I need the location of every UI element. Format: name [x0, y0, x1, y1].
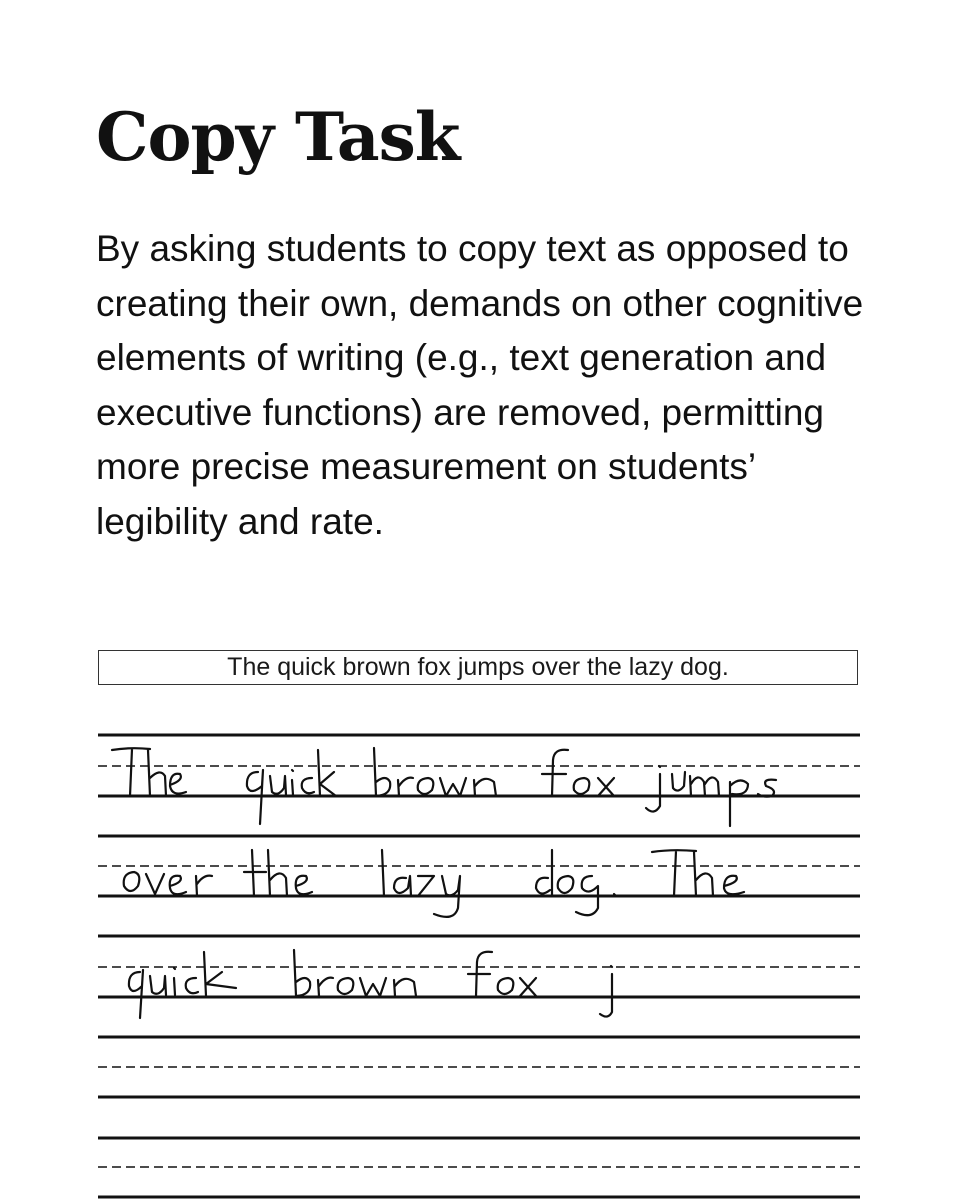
handwriting-practice-area — [0, 700, 960, 1200]
page-title: Copy Task — [96, 98, 460, 176]
intro-paragraph: By asking students to copy text as opposed to creating their own, demands on other cognitive elements of writing (e.g., text generation and executive functions) are removed, permitting more precise measurement on students’ legibility and rate. — [96, 228, 864, 542]
ruled-lines — [0, 700, 960, 1200]
handwriting-line-3 — [129, 950, 612, 1018]
prompt-sentence: The quick brown fox jumps over the lazy dog. — [227, 653, 729, 681]
handwriting-line-1 — [112, 748, 776, 826]
prompt-sentence-box — [98, 650, 858, 685]
handwriting-line-2 — [124, 850, 744, 917]
